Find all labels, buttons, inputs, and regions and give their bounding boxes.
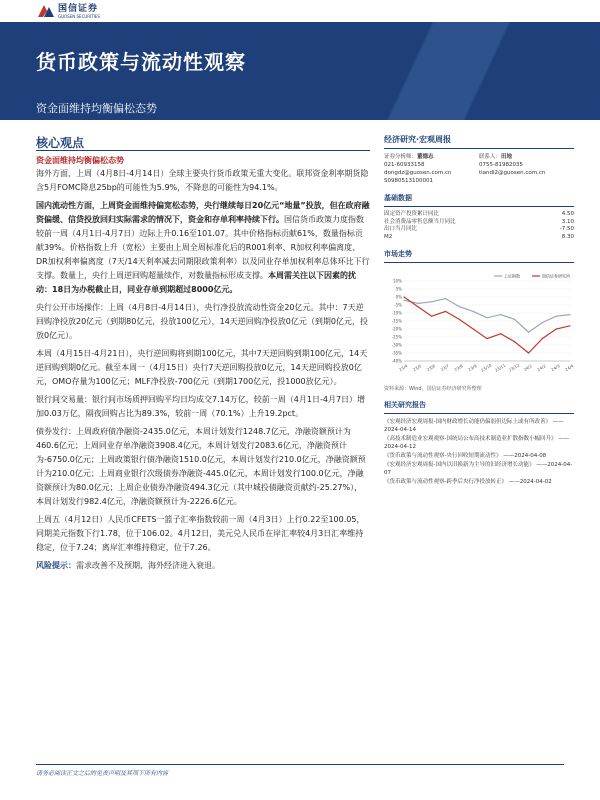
title-banner <box>0 22 600 120</box>
y-tick-label: -30% <box>391 342 402 348</box>
related-report[interactable]: 《宏观经济宏观周报-国内以旧换新为主导的旧经济增长动能》 ——2024-04-07 <box>384 462 573 476</box>
chart-source: 资料来源：Wind，国信证券经济研究所整理 <box>384 386 482 392</box>
data-point <box>542 322 543 323</box>
risk-warning <box>36 559 370 573</box>
paragraph-omo: 央行公开市场操作：上周（4月8日-4月14日），央行净投放流动性资金20亿元。其中：7天逆回购净投放20亿元（到期80亿元，投放100亿元），14天逆回购净投放0亿元（到期0亿元，投放0亿元）。 <box>36 303 368 340</box>
basic-data-divider <box>384 206 574 207</box>
x-tick-label: 24/1 <box>522 363 533 373</box>
data-value: 3.10 <box>561 218 574 225</box>
x-tick-label: 23/9 <box>467 363 478 373</box>
y-tick-label: -10% <box>391 310 402 316</box>
related-divider <box>384 413 574 414</box>
data-value: 4.50 <box>561 211 574 217</box>
y-tick-label: -40% <box>391 358 402 364</box>
footer-divider <box>36 764 564 765</box>
data-point <box>569 325 570 326</box>
data-label: 出口当月同比 <box>384 226 418 232</box>
series-line-1 <box>404 297 570 353</box>
x-tick-label: 23/6 <box>425 363 437 373</box>
analyst-2-phone: 0755-81982035 <box>479 162 523 168</box>
related-list <box>384 418 574 486</box>
report-subtitle: 资金面维持均衡偏松态势 <box>36 102 157 115</box>
domestic-lead: 国内流动性方面，上周资金面维持偏宽松态势，央行继续每日20亿元“地量”投放，但在政府融资偏缓、信贷投放回归实际需求的情况下，资金和存单利率持续下行。 <box>36 201 370 224</box>
data-point <box>403 296 404 297</box>
basic-data-title: 基础数据 <box>384 194 412 202</box>
data-point <box>514 341 515 342</box>
legend-label: 上证指数 <box>504 273 520 279</box>
analyst-2 <box>479 153 574 185</box>
market-trend-title: 市场走势 <box>384 250 412 258</box>
y-tick-label: -25% <box>391 334 402 340</box>
section-subheading: 资金面维持均衡偏松态势 <box>36 156 124 165</box>
y-tick-label: -35% <box>391 350 402 356</box>
analyst-1-role: 证券分析师： <box>384 154 418 160</box>
analyst-2-name: 田地 <box>501 154 513 160</box>
risk-label: 风险提示： <box>36 561 76 570</box>
x-tick-label: 24/2 <box>536 363 547 373</box>
analyst-1 <box>384 153 479 185</box>
data-point <box>473 328 474 329</box>
analyst-1-email: dongdz@guosen.com.cn <box>384 170 452 176</box>
analyst-block <box>384 153 574 185</box>
y-tick-label: -15% <box>391 318 402 324</box>
related-report[interactable]: 《高技术制造业宏观观察-国统局公布高技术制造业扩散指数小幅回升》 ——2024-04-12 <box>384 436 570 450</box>
related-report[interactable]: 《货币政策与流动性观察-跨季后央行净投放转正》 ——2024-04-02 <box>384 479 552 485</box>
x-tick-label: 23/10 <box>480 362 493 373</box>
brand-logo <box>38 0 100 22</box>
sidebar <box>384 134 574 487</box>
data-point <box>445 298 446 299</box>
data-point <box>556 316 557 317</box>
data-point <box>500 333 501 334</box>
logo-cn-text: 国信证券 <box>58 3 99 14</box>
main-body <box>36 167 370 577</box>
data-row <box>384 219 574 227</box>
domestic-body: 国信货币政策力度指数较前一周（4月1日-4月7日）边际上升0.16至101.07。其中价格指标贡献61%，数量指标贡献39%。价格指数上升（宽松）主要由上周全周标准化后的R001利率、R加权利率偏离度、DR加权利率偏离度（7天/14天利率减去同期限政策利率）以及同业存单加权利率总体环比下行支撑。数量上，央行上周逆回购超量续作，对数量指标形成支撑。 <box>36 215 370 280</box>
series-line-0 <box>404 299 570 333</box>
x-tick-label: 24/4 <box>564 363 574 373</box>
data-point <box>459 319 460 320</box>
data-point <box>403 300 404 301</box>
x-tick-label: 23/11 <box>493 362 507 373</box>
sidebar-header: 经济研究·宏观周报 <box>384 135 452 144</box>
data-point <box>431 316 432 317</box>
domestic-focus: 本周需关注以下因素的扰动：18日为办税截止日，同业存单到期超过8000亿元。 <box>36 271 356 294</box>
x-tick-label: 24/3 <box>550 363 561 373</box>
legend-label: 国信证券研究所 <box>542 273 570 279</box>
x-tick-label: 23/5 <box>411 363 423 373</box>
market-trend-chart <box>384 271 574 379</box>
data-value: -7.50 <box>559 226 574 232</box>
related-report[interactable]: 《宏观经济宏观周报-国内财政增长动能仍偏弱但边际上或有所改善》 ——2024-04-14 <box>384 419 564 433</box>
related-title: 相关研究报告 <box>384 401 426 409</box>
data-point <box>528 332 529 333</box>
analyst-2-role: 联系人： <box>479 154 502 160</box>
data-point <box>417 303 418 304</box>
paragraph-fx: 上周五（4月12日）人民币CFETS一篮子汇率指数较前一周（4月3日）上行0.22至100.05，同期美元指数下行1.78，位于106.02。4月12日，美元兑人民币在岸汇率较4月3日汇率维持稳定，位于7.24；离岸汇率维持稳定，位于7.26。 <box>36 515 365 552</box>
data-point <box>500 314 501 315</box>
paragraph-interbank: 银行间交易量：银行间市场质押回购平均日均成交7.14万亿，较前一周（4月1日-4月7日）增加0.03万亿，隔夜回购占比为89.3%，较前一周（70.1%）上升19.2pct。 <box>36 395 366 418</box>
related-report[interactable]: 《货币政策与流动性观察-央行回收短期流动性》 ——2024-04-08 <box>384 453 547 459</box>
section-divider <box>36 150 370 151</box>
data-label: 固定资产投资累计同比 <box>384 211 440 217</box>
analyst-1-phone: 021-60933158 <box>384 162 425 168</box>
y-tick-label: -20% <box>391 326 402 332</box>
data-point <box>431 301 432 302</box>
data-point <box>486 338 487 339</box>
data-point <box>417 306 418 307</box>
report-title: 货币政策与流动性观察 <box>36 50 246 74</box>
analyst-1-cert: S0980513100001 <box>384 178 433 184</box>
banner-decoration <box>340 22 600 120</box>
x-tick-label: 23/12 <box>507 362 521 373</box>
x-tick-label: 23/4 <box>398 363 409 373</box>
section-heading: 核心观点 <box>36 136 85 150</box>
analyst-1-name: 董德志 <box>417 154 434 160</box>
data-point <box>556 328 557 329</box>
data-point <box>459 306 460 307</box>
data-row <box>384 211 574 219</box>
paragraph-bond-issuance: 债券发行：上周政府债净融资-2435.0亿元，本周计划发行1248.7亿元，净融资额预计为460.6亿元；上周同业存单净融资3908.4亿元，本周计划发行2083.6亿元，净融资预计为-6750.0亿元；上周政策银行债净融资1510.0亿元，本周计划发行210.0亿元，净融资额预计为210.0亿元；上周商业银行次级债券净融资-445.0亿元，本周计划发行100.0亿元，净融资额预计为80.0亿元；上周企业债券净融资494.3亿元（其中城投债融资贡献约-25.27%），本周计划发行982.4亿元，净融资额预计为-2226.6亿元。 <box>36 427 366 506</box>
analyst-1-title <box>384 153 479 161</box>
paragraph-overseas: 海外方面，上周（4月8日-4月14日）全球主要央行货币政策无重大变化。联邦资金利率期货隐含5月FOMC降息25bp的可能性为5.9%，不降息的可能性为94.1%。 <box>36 169 369 192</box>
y-tick-label: 0% <box>395 294 402 300</box>
x-tick-label: 23/8 <box>453 363 464 373</box>
sidebar-divider <box>384 148 574 149</box>
logo-icon <box>38 4 54 18</box>
data-label: 社会消费品零售总额当月同比 <box>384 218 456 225</box>
y-tick-label: -5% <box>394 302 402 308</box>
logo-en-text: GUOSEN SECURITIES <box>58 13 100 19</box>
data-row <box>384 234 574 242</box>
y-tick-label: 5% <box>395 286 402 292</box>
y-tick-label: 10% <box>393 278 402 284</box>
data-point <box>542 338 543 339</box>
data-point <box>486 317 487 318</box>
data-label: M2 <box>384 233 393 240</box>
footer-disclaimer: 请务必阅读正文之后的免责声明及其项下所有内容 <box>36 770 169 777</box>
data-row <box>384 226 574 234</box>
data-point <box>528 352 529 353</box>
paragraph-this-week: 本周（4月15日-4月21日），央行逆回购将到期100亿元，其中7天逆回购到期100亿元，14天逆回购到期0亿元。截至本周一（4月15日）央行7天逆回购投放0亿元，14天逆回购投放0亿元，OMO存量为100亿元；MLF净投放-700亿元（到期1700亿元，投1000放亿元）。 <box>36 349 368 386</box>
analyst-2-title <box>479 153 574 161</box>
data-point <box>514 319 515 320</box>
data-point <box>569 314 570 315</box>
basic-data-table <box>384 211 574 241</box>
x-tick-label: 23/7 <box>439 363 450 373</box>
analyst-2-email: tiandi2@guosen.com.cn <box>479 170 546 176</box>
data-point <box>473 311 474 312</box>
market-trend-divider <box>384 262 574 263</box>
paragraph-domestic <box>36 199 370 297</box>
data-point <box>445 311 446 312</box>
risk-text: 需求改善不及预期，海外经济进入衰退。 <box>76 561 220 570</box>
data-value: 8.30 <box>561 233 574 240</box>
